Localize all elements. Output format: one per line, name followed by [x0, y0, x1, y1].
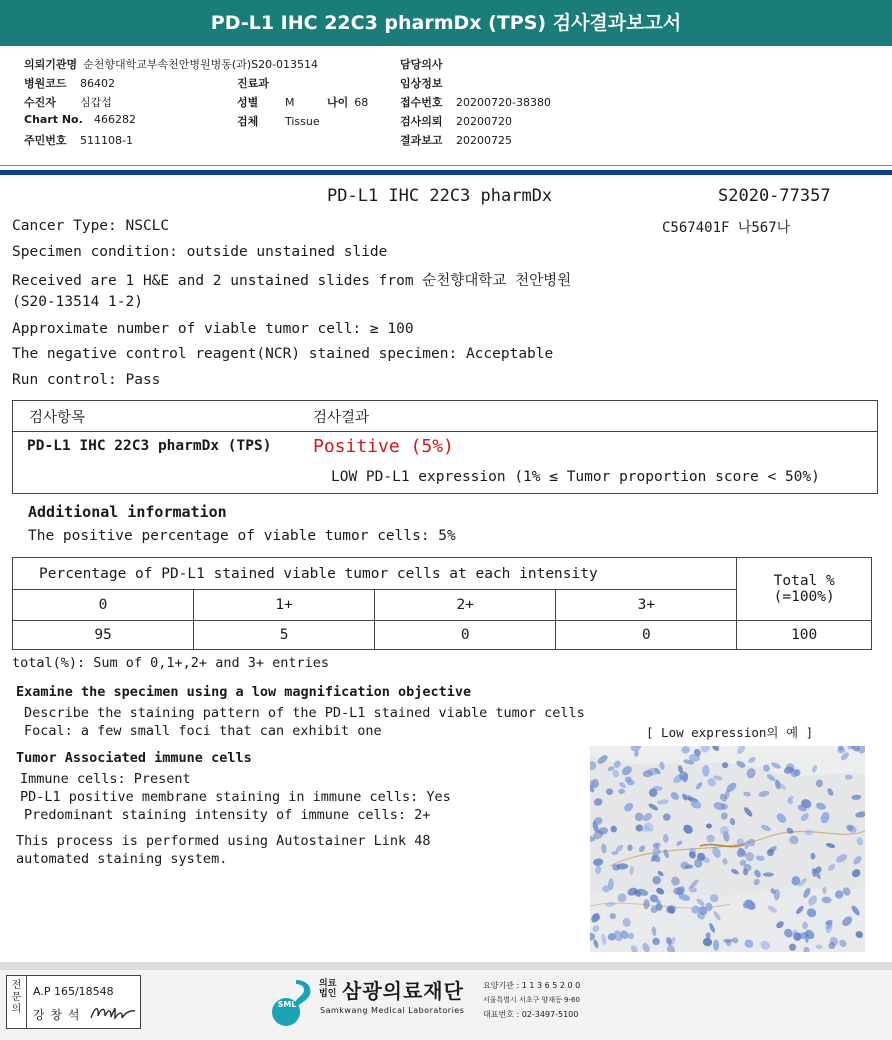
sex-label: 성별	[237, 96, 259, 109]
additional-text: The positive percentage of viable tumor cells: 5%	[28, 528, 456, 544]
specimen-condition: Specimen condition: outside unstained slide	[12, 244, 388, 260]
expression-interpretation: LOW PD-L1 expression (1% ≤ Tumor proportion score < 50%)	[331, 469, 820, 485]
total-header-2: (=100%)	[773, 589, 835, 605]
intensity-header: Percentage of PD-L1 stained viable tumor cells at each intensity	[13, 558, 737, 590]
cancer-type: Cancer Type: NSCLC	[12, 218, 170, 234]
process-line-2: automated staining system.	[16, 851, 228, 867]
logo-text: SML	[277, 1000, 297, 1009]
result-box	[12, 400, 878, 494]
item-header: 검사항목	[29, 410, 86, 426]
micrograph-svg	[590, 746, 865, 952]
sex-value: M	[285, 96, 295, 109]
examine-line-2: Focal: a few small foci that can exhibit one	[24, 723, 382, 739]
org-info-1: 요양기관 : 1 1 3 6 5 2 0 0	[483, 981, 581, 990]
report-date-label: 결과보고	[400, 134, 443, 147]
nucleus	[713, 940, 719, 951]
org-info-2: 서울특별시 서초구 양재동 9-60	[483, 996, 580, 1004]
test-title: PD-L1 IHC 22C3 pharmDx	[327, 186, 553, 206]
hospital-code-label: 병원코드	[24, 77, 67, 90]
pathologist-stamp	[6, 975, 141, 1029]
clinical-info-label: 임상정보	[400, 77, 443, 90]
resident-no-label: 주민번호	[24, 134, 67, 147]
value-3: 0	[556, 621, 737, 650]
report-title: PD-L1 IHC 22C3 pharmDx (TPS) 검사결과보고서	[0, 0, 892, 46]
specimen-code: C567401F 나567나	[662, 220, 791, 236]
total-header	[737, 558, 872, 621]
receipt-no-label: 접수번호	[400, 96, 443, 109]
org-name: 삼광의료재단	[342, 979, 464, 1003]
org-label: 의뢰기관명	[24, 58, 78, 71]
total-header-1: Total %	[773, 573, 835, 589]
header-col-3	[400, 56, 620, 151]
stamp-id: A.P 165/18548	[33, 985, 114, 998]
received-slides: Received are 1 H&E and 2 unstained slides from 순천향대학교 천안병원	[12, 273, 572, 289]
age-label: 나이	[327, 96, 349, 109]
level-0: 0	[13, 590, 194, 621]
intensity-table	[12, 557, 872, 650]
request-date-value: 20200720	[456, 115, 512, 128]
blue-rule	[0, 170, 892, 175]
immune-line-2: PD-L1 positive membrane staining in immune cells: Yes	[20, 789, 451, 805]
process-line-1: This process is performed using Autostainer Link 48	[16, 833, 431, 849]
ncr-status: The negative control reagent(NCR) stained specimen: Acceptable	[12, 346, 554, 362]
immune-title: Tumor Associated immune cells	[16, 750, 252, 766]
viable-tumor-count: Approximate number of viable tumor cell: ≥ 100	[12, 321, 414, 337]
header-divider	[0, 165, 892, 166]
specimen-value: Tissue	[285, 115, 320, 128]
org-prefix-2: 법인	[319, 989, 337, 999]
image-caption: [ Low expression의 예 ]	[646, 725, 814, 740]
value-0: 95	[13, 621, 194, 650]
age-value: 68	[354, 96, 369, 109]
stamp-side-label: 전문의	[7, 976, 27, 1028]
slide-ids: (S20-13514 1-2)	[12, 294, 143, 310]
value-1: 5	[194, 621, 375, 650]
report-id: S2020-77357	[718, 186, 831, 206]
examine-line-1: Describe the staining pattern of the PD-L1 stained viable tumor cells	[24, 705, 585, 721]
result-header: 검사결과	[313, 410, 370, 426]
request-date-label: 검사의뢰	[400, 115, 443, 128]
footer-rule	[0, 962, 892, 970]
signature-mark	[89, 1002, 137, 1024]
nucleus	[723, 939, 733, 943]
level-2: 2+	[375, 590, 556, 621]
header-col-2	[237, 75, 387, 132]
total-value: 100	[737, 621, 872, 650]
chart-no-value: 466282	[94, 113, 136, 126]
patient-label: 수진자	[24, 96, 56, 109]
doctor-label: 담당의사	[400, 58, 443, 71]
chart-no-label: Chart No.	[24, 113, 83, 126]
org-prefix	[319, 979, 336, 999]
org-value: 순천향대학교부속천안병원병동(과)S20-013514	[83, 58, 319, 71]
immune-line-3: Predominant staining intensity of immune cells: 2+	[24, 807, 431, 823]
nucleus	[702, 765, 709, 776]
test-item: PD-L1 IHC 22C3 pharmDx (TPS)	[27, 438, 272, 454]
examine-title: Examine the specimen using a low magnification objective	[16, 684, 472, 700]
specimen-label: 검체	[237, 115, 259, 128]
table-footnote: total(%): Sum of 0,1+,2+ and 3+ entries	[12, 655, 329, 671]
tissue-micrograph	[590, 746, 865, 952]
run-control: Run control: Pass	[12, 372, 161, 388]
stamp-name: 강 창 석	[33, 1008, 81, 1022]
result-box-divider	[13, 431, 877, 432]
nucleus	[763, 872, 774, 876]
result-positive: Positive (5%)	[313, 436, 454, 457]
value-2: 0	[375, 621, 556, 650]
additional-title: Additional information	[28, 503, 227, 521]
org-english-name: Samkwang Medical Laboratories	[320, 1006, 465, 1015]
level-3: 3+	[556, 590, 737, 621]
patient-value: 심갑섭	[80, 96, 112, 109]
immune-line-1: Immune cells: Present	[20, 771, 191, 787]
report-date-value: 20200725	[456, 134, 512, 147]
receipt-no-value: 20200720-38380	[456, 96, 551, 109]
hospital-code-value: 86402	[80, 77, 115, 90]
level-1: 1+	[194, 590, 375, 621]
org-info-3: 대표번호 : 02-3497-5100	[483, 1010, 579, 1019]
org-prefix-1: 의료	[319, 979, 337, 989]
dept-label: 진료과	[237, 77, 269, 90]
resident-no-value: 511108-1	[80, 134, 133, 147]
